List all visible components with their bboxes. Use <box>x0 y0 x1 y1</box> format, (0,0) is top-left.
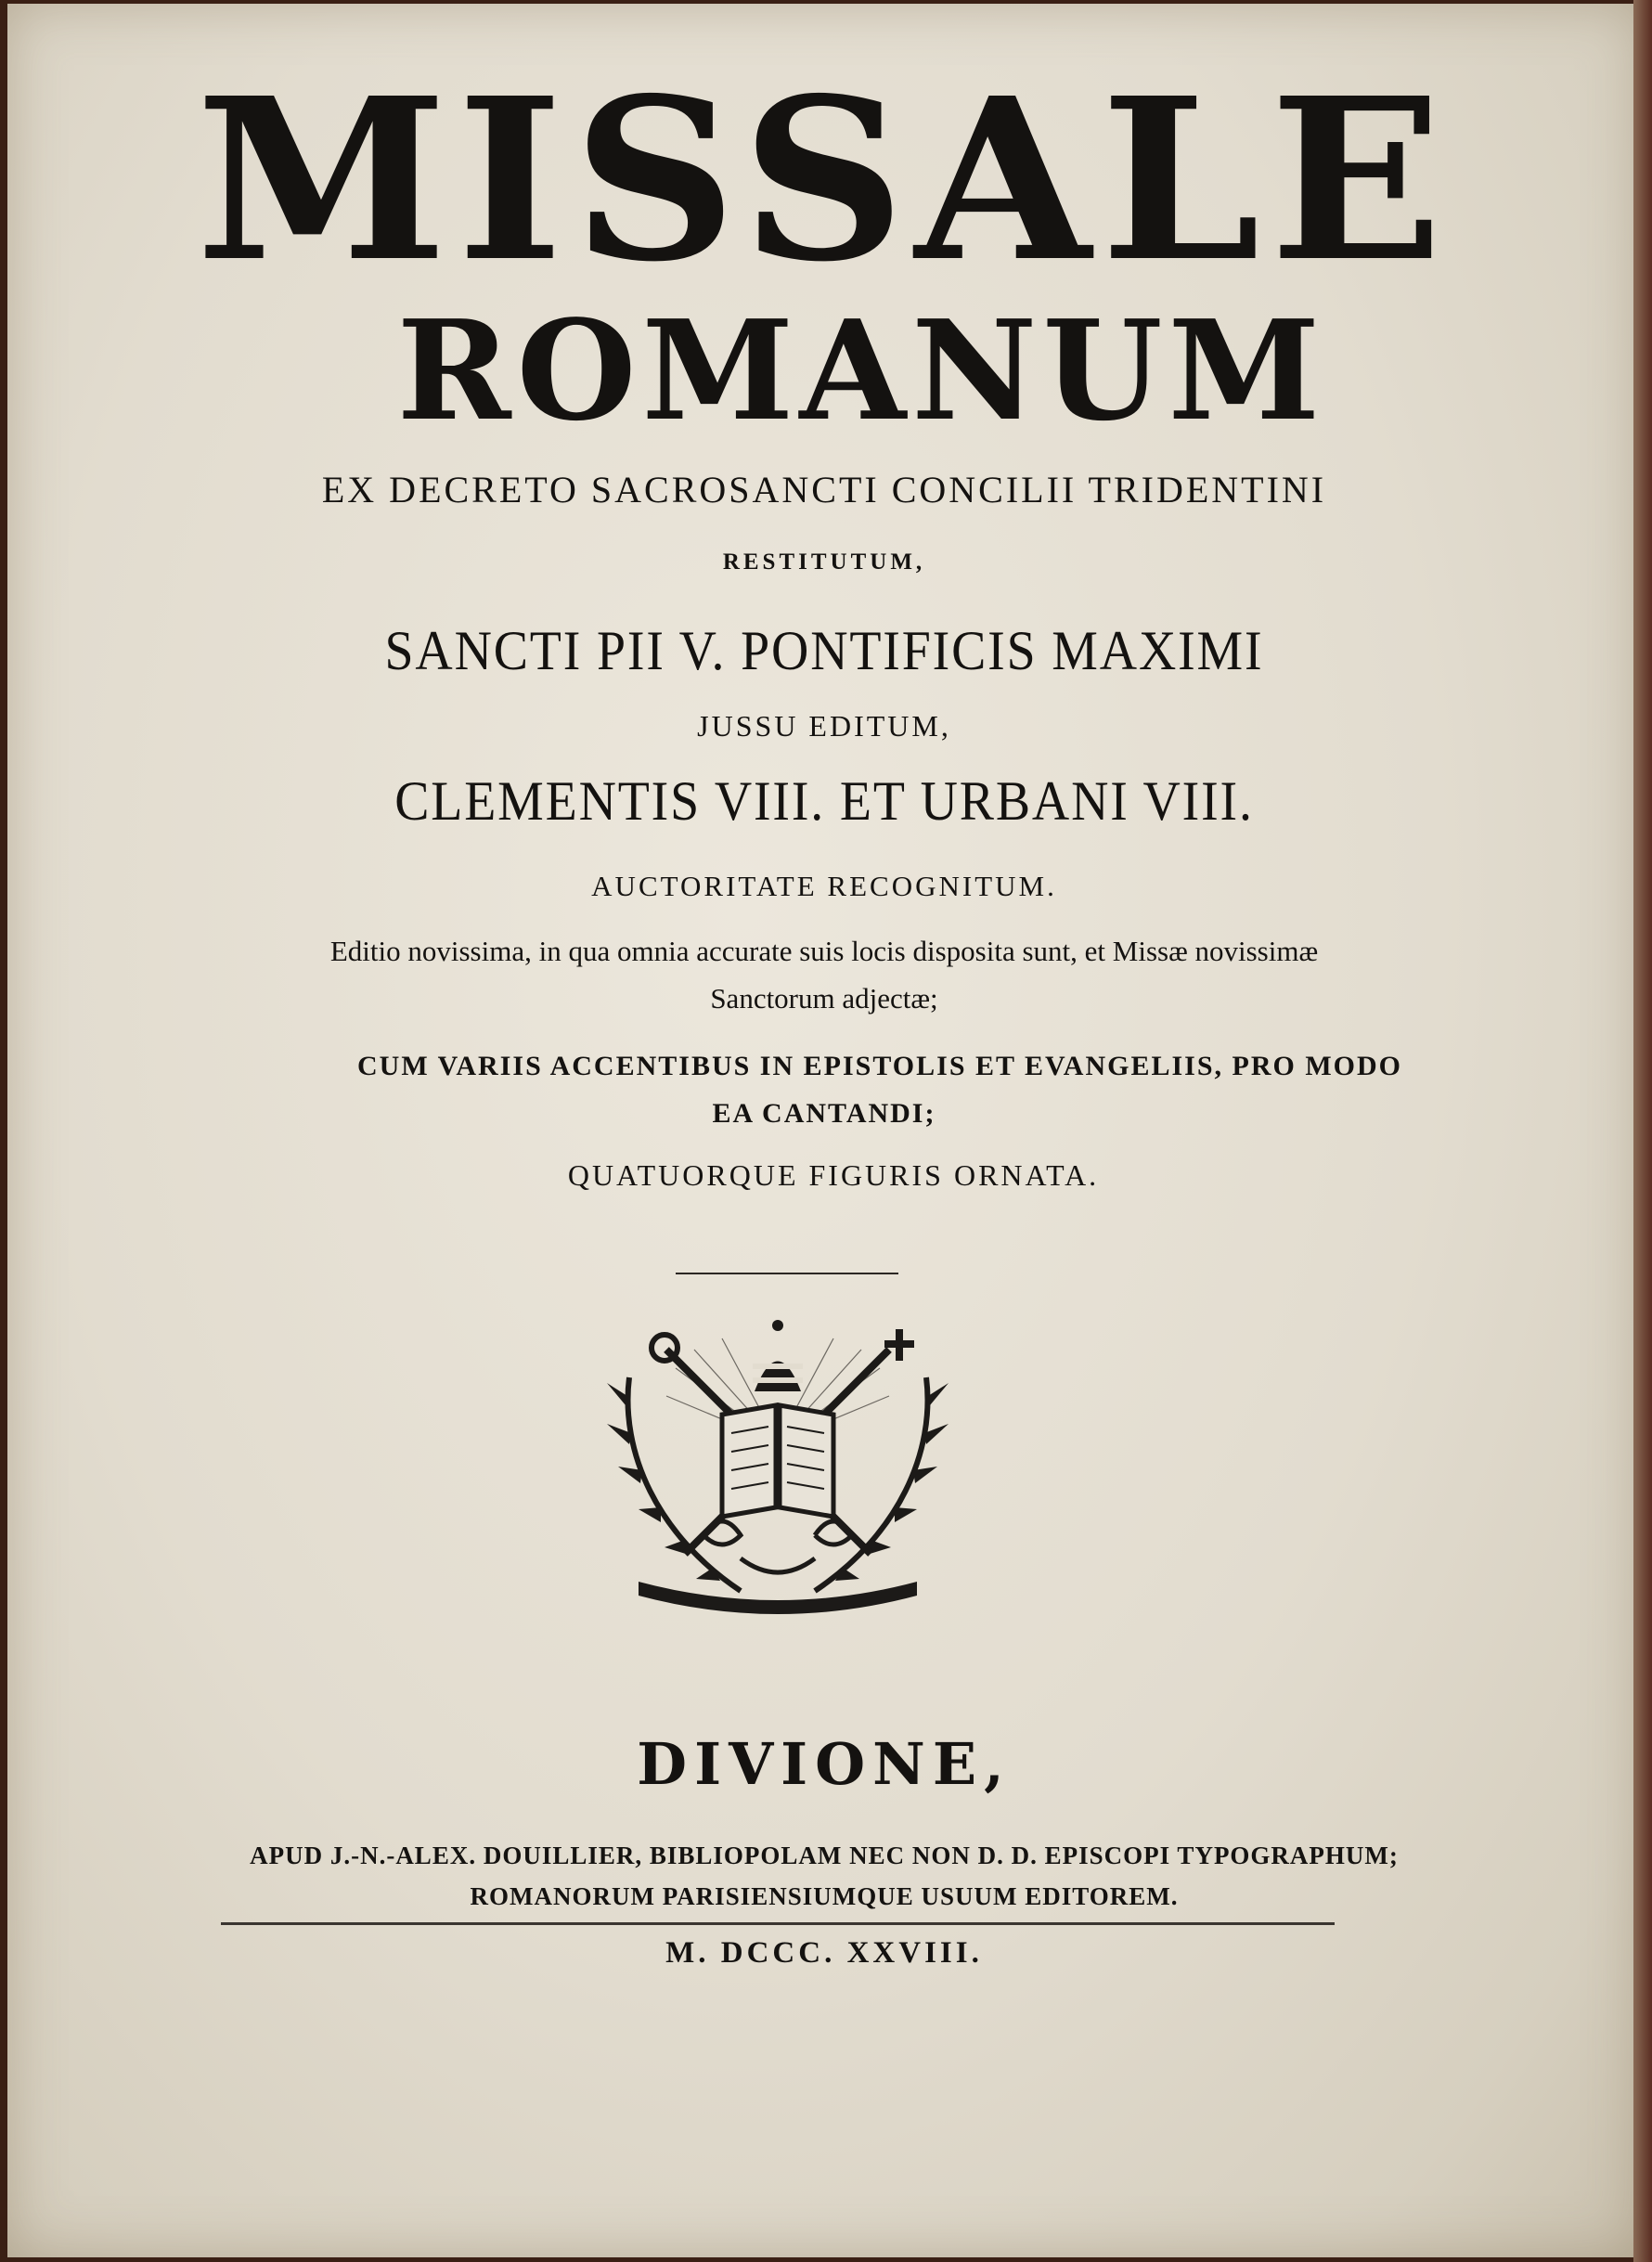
divider-long <box>221 1922 1335 1925</box>
papal-emblem-icon <box>564 1312 991 1619</box>
editio-line-1: Editio novissima, in qua omnia accurate suis locis disposita sunt, et Missæ novissimæ <box>329 935 1319 967</box>
title-romanum: ROMANUM <box>396 290 1326 451</box>
restitutum-line: RESTITUTUM, <box>722 549 926 575</box>
divider-short <box>676 1273 898 1274</box>
quatuorque-line: QUATUORQUE FIGURIS ORNATA. <box>567 1158 1100 1192</box>
book-edge <box>1633 0 1652 2262</box>
apud-line-1: APUD J.-N.-ALEX. DOUILLIER, BIBLIOPOLAM NEC NON D. D. EPISCOPI TYPOGRAPHUM; <box>250 1842 1399 1869</box>
decree-line: EX DECRETO SACROSANCTI CONCILII TRIDENTINI <box>321 469 1327 511</box>
year: M. DCCC. XXVIII. <box>665 1936 983 1970</box>
cum-variis-line-1: CUM VARIIS ACCENTIBUS IN EPISTOLIS ET EVANGELIIS, PRO MODO <box>356 1051 1402 1081</box>
pius-line: SANCTI PII V. PONTIFICIS MAXIMI <box>384 620 1264 681</box>
jussu-line: JUSSU EDITUM, <box>697 709 951 743</box>
city: DIVIONE, <box>637 1730 1012 1798</box>
title-missale: MISSALE <box>196 49 1452 311</box>
clementis-line: CLEMENTIS VIII. ET URBANI VIII. <box>394 770 1254 832</box>
apud-line-2: ROMANORUM PARISIENSIUMQUE USUUM EDITOREM. <box>470 1882 1179 1910</box>
title-page <box>7 4 1641 2257</box>
cum-variis-line-2: EA CANTANDI; <box>712 1098 936 1129</box>
auctoritate-line: AUCTORITATE RECOGNITUM. <box>591 870 1057 902</box>
editio-line-2: Sanctorum adjectæ; <box>710 982 938 1015</box>
